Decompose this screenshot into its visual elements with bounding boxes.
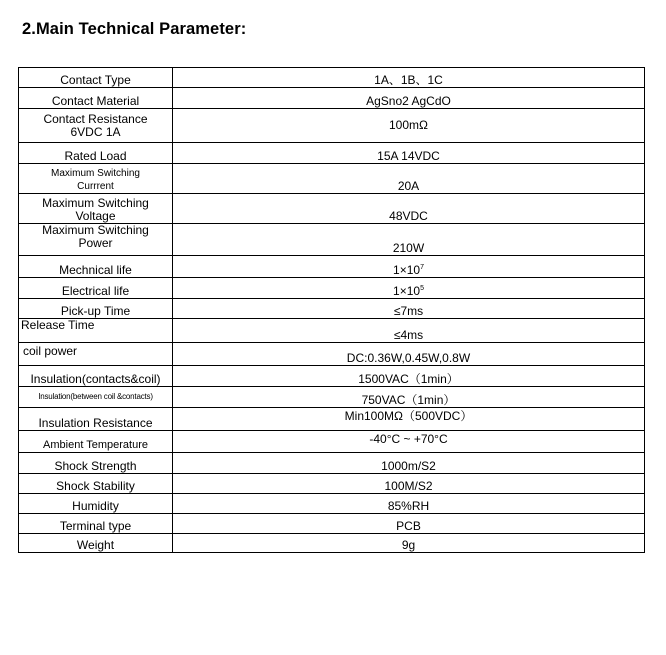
param-value: 9g <box>173 534 645 553</box>
table-row <box>19 88 645 109</box>
param-value <box>173 256 645 278</box>
param-value: 100M/S2 <box>173 474 645 494</box>
table-row <box>19 194 645 224</box>
param-label <box>19 224 173 256</box>
table-row <box>19 514 645 534</box>
section-title: 2.Main Technical Parameter: <box>22 20 247 38</box>
param-label: Shock Strength <box>19 453 173 474</box>
param-value-exponent: 5 <box>420 285 424 292</box>
param-label: Weight <box>19 534 173 553</box>
param-label: Release Time <box>19 319 173 343</box>
param-label-line: Contact Resistance <box>43 111 148 126</box>
param-label: Insulation Resistance <box>19 408 173 431</box>
table-row <box>19 109 645 143</box>
param-label: Insulation(between coil &contacts) <box>19 387 173 408</box>
param-value-base: 1×10 <box>393 284 421 298</box>
param-label: coil power <box>19 343 173 366</box>
param-value: 1000m/S2 <box>173 453 645 474</box>
param-label <box>19 164 173 194</box>
table-row <box>19 319 645 343</box>
param-label: Rated Load <box>19 143 173 164</box>
param-label: Shock Stability <box>19 474 173 494</box>
table-row <box>19 68 645 88</box>
param-value: 210W <box>173 224 645 256</box>
table-row <box>19 408 645 431</box>
param-value: 100mΩ <box>173 109 645 143</box>
param-label-line: 6VDC 1A <box>70 124 121 139</box>
param-label-line: Currrent <box>77 181 114 192</box>
table-row <box>19 474 645 494</box>
param-label: Humidity <box>19 494 173 514</box>
param-value: 15A 14VDC <box>173 143 645 164</box>
param-value: 85%RH <box>173 494 645 514</box>
param-value <box>173 278 645 299</box>
param-value-base: 1×10 <box>393 263 421 277</box>
param-label: Mechnical life <box>19 256 173 278</box>
param-label: Insulation(contacts&coil) <box>19 366 173 387</box>
param-value: -40°C ~ +70°C <box>173 431 645 453</box>
param-label: Electrical life <box>19 278 173 299</box>
table-row <box>19 387 645 408</box>
param-label-line: Voltage <box>75 209 116 223</box>
param-value: 1500VAC（1min） <box>173 366 645 387</box>
param-value: 48VDC <box>173 194 645 224</box>
param-label: Contact Type <box>19 68 173 88</box>
param-value: AgSno2 AgCdO <box>173 88 645 109</box>
param-label <box>19 109 173 143</box>
param-value: ≤7ms <box>173 299 645 319</box>
technical-parameter-table <box>18 67 645 553</box>
table-row <box>19 366 645 387</box>
param-label-line: Maximum Switching <box>42 223 149 237</box>
param-value: DC:0.36W,0.45W,0.8W <box>173 343 645 366</box>
table-row <box>19 534 645 553</box>
table-row <box>19 164 645 194</box>
table-row <box>19 343 645 366</box>
param-value: 1A、1B、1C <box>173 68 645 88</box>
param-label-line: Power <box>78 236 113 250</box>
param-label-line: Maximum Switching <box>42 196 149 210</box>
param-label-line: Maximum Switching <box>51 168 140 179</box>
table-row <box>19 224 645 256</box>
table-row <box>19 278 645 299</box>
param-value-exponent: 7 <box>420 264 424 271</box>
param-label: Contact Material <box>19 88 173 109</box>
table-row <box>19 494 645 514</box>
table-row <box>19 256 645 278</box>
param-value: 750VAC（1min） <box>173 387 645 408</box>
table-row <box>19 453 645 474</box>
param-value: Min100MΩ（500VDC） <box>173 408 645 431</box>
table-row <box>19 143 645 164</box>
param-value: PCB <box>173 514 645 534</box>
param-label: Pick-up Time <box>19 299 173 319</box>
table-row <box>19 299 645 319</box>
table-row <box>19 431 645 453</box>
param-value: 20A <box>173 164 645 194</box>
param-label: Ambient Temperature <box>19 431 173 453</box>
param-value: ≤4ms <box>173 319 645 343</box>
param-label <box>19 194 173 224</box>
param-label: Terminal type <box>19 514 173 534</box>
